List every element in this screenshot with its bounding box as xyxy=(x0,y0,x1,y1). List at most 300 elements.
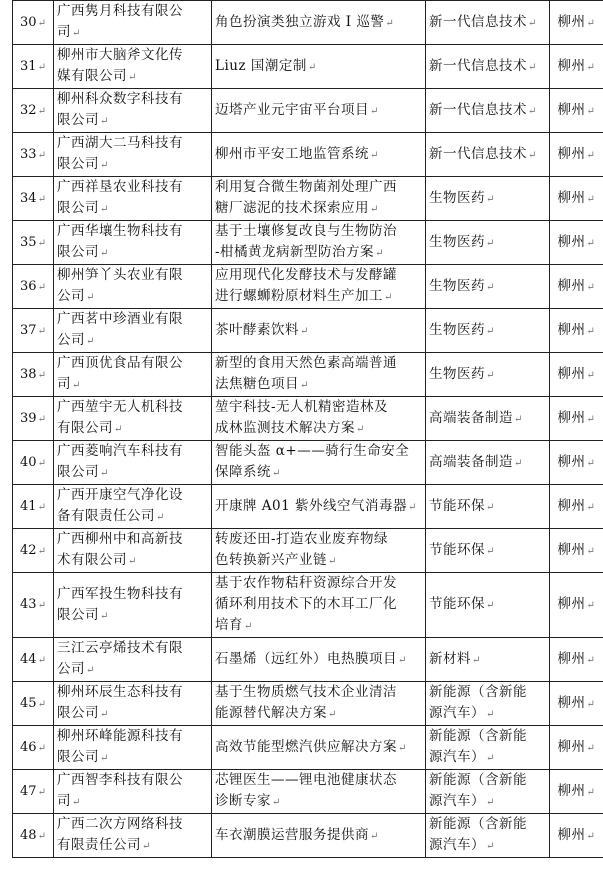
project-name-line: 基于生物质燃气技术企业清洁 xyxy=(215,684,397,700)
company-name-line: 有限公司↵ xyxy=(57,420,123,436)
row-number: 38↵ xyxy=(13,353,54,397)
paragraph-mark: ↵ xyxy=(37,742,46,754)
project-name-line: 成林监测技术解决方案↵ xyxy=(215,420,365,436)
city-name: 柳州↵ xyxy=(550,397,603,441)
paragraph-mark: ↵ xyxy=(72,28,81,39)
project-name-line: 堃宇科技-无人机精密造林及 xyxy=(215,399,389,415)
industry-field-line: 节能环保↵ xyxy=(429,596,495,612)
paragraph-mark: ↵ xyxy=(370,830,379,842)
company-name xyxy=(54,1,212,45)
paragraph-mark: ↵ xyxy=(586,281,596,293)
industry-field-line: 生物医药↵ xyxy=(429,277,495,294)
paragraph-mark: ↵ xyxy=(528,61,537,73)
project-name xyxy=(212,441,426,485)
table-row xyxy=(13,529,603,573)
paragraph-mark: ↵ xyxy=(370,149,379,161)
industry-field xyxy=(426,1,550,45)
industry-field-line: 节能环保↵ xyxy=(429,541,495,558)
industry-field-line: 高端装备制造↵ xyxy=(429,453,523,470)
paragraph-mark: ↵ xyxy=(375,248,384,259)
industry-field xyxy=(426,133,550,177)
paragraph-mark: ↵ xyxy=(356,424,365,435)
paragraph-mark: ↵ xyxy=(37,786,46,798)
paragraph-mark: ↵ xyxy=(398,654,407,666)
company-name-line: 广西智李科技有限公 xyxy=(57,772,183,788)
table-row xyxy=(13,89,603,133)
table-row xyxy=(13,814,603,858)
paragraph-mark: ↵ xyxy=(586,600,596,611)
project-name-line: 高效节能型燃汽供应解决方案↵ xyxy=(215,738,407,755)
company-name-line: 限公司↵ xyxy=(57,200,109,216)
company-name-line: 限公司↵ xyxy=(57,606,109,623)
table-row xyxy=(13,485,603,529)
paragraph-mark: ↵ xyxy=(37,237,46,249)
paragraph-mark: ↵ xyxy=(37,654,46,666)
paragraph-mark: ↵ xyxy=(486,753,495,764)
industry-field-line: 源汽车）↵ xyxy=(429,749,495,765)
project-name-line: Liuz 国潮定制↵ xyxy=(215,57,317,74)
industry-field-line: 源汽车）↵ xyxy=(429,793,495,809)
paragraph-mark: ↵ xyxy=(586,149,596,161)
project-name-line: 迈塔产业元宇宙平台项目↵ xyxy=(215,101,379,118)
paragraph-mark: ↵ xyxy=(142,841,151,852)
project-name-line: 角色扮演类独立游戏 I 巡警↵ xyxy=(215,13,395,30)
company-name-line: 限公司↵ xyxy=(57,112,109,128)
city-name: 柳州↵ xyxy=(550,309,603,353)
company-name xyxy=(54,89,212,133)
industry-field xyxy=(426,573,550,638)
project-name-line: 芯锂医生——锂电池健康状态 xyxy=(215,772,397,788)
project-name xyxy=(212,265,426,309)
company-name-line: 司↵ xyxy=(57,376,81,392)
industry-field-line: 生物医药↵ xyxy=(429,365,495,382)
company-name-line: 广西军投生物科技有 xyxy=(57,585,183,602)
project-name xyxy=(212,485,426,529)
table-row xyxy=(13,682,603,726)
project-name-line: -柑橘黄龙病新型防治方案↵ xyxy=(215,244,384,260)
industry-field xyxy=(426,45,550,89)
company-name xyxy=(54,726,212,770)
table-row xyxy=(13,770,603,814)
project-name xyxy=(212,814,426,858)
paragraph-mark: ↵ xyxy=(328,709,337,720)
project-name xyxy=(212,89,426,133)
company-name-line: 广西堃宇无人机科技 xyxy=(57,399,183,415)
project-name-line: 循环利用技术下的木耳工厂化 xyxy=(215,596,397,612)
paragraph-mark: ↵ xyxy=(586,61,596,73)
paragraph-mark: ↵ xyxy=(100,160,109,171)
industry-field xyxy=(426,814,550,858)
paragraph-mark: ↵ xyxy=(586,193,596,205)
project-name-line: 新型的食用天然色素高端普通 xyxy=(215,355,397,371)
paragraph-mark: ↵ xyxy=(244,621,253,632)
paragraph-mark: ↵ xyxy=(307,61,317,73)
company-name xyxy=(54,309,212,353)
row-number: 40↵ xyxy=(13,441,54,485)
paragraph-mark: ↵ xyxy=(586,654,596,666)
row-number: 42↵ xyxy=(13,529,54,573)
industry-field xyxy=(426,726,550,770)
project-name-line: 基于土壤修复改良与生物防治 xyxy=(215,223,397,239)
city-name: 柳州↵ xyxy=(550,441,603,485)
company-name-line: 有限责任公司↵ xyxy=(57,837,151,853)
company-name-line: 柳州科众数字科技有 xyxy=(57,91,183,107)
paragraph-mark: ↵ xyxy=(586,105,596,117)
project-name-line: 茶叶酵素饮料↵ xyxy=(215,321,309,338)
city-name: 柳州↵ xyxy=(550,814,603,858)
row-number: 33↵ xyxy=(13,133,54,177)
table-row xyxy=(13,397,603,441)
paragraph-mark: ↵ xyxy=(100,709,109,720)
industry-field xyxy=(426,485,550,529)
city-name: 柳州↵ xyxy=(550,573,603,638)
city-name: 柳州↵ xyxy=(550,529,603,573)
project-name xyxy=(212,177,426,221)
industry-field-line: 源汽车）↵ xyxy=(429,837,495,853)
industry-field-line: 新能源（含新能 xyxy=(429,772,527,788)
paragraph-mark: ↵ xyxy=(128,72,137,83)
row-number: 35↵ xyxy=(13,221,54,265)
company-name xyxy=(54,45,212,89)
paragraph-mark: ↵ xyxy=(586,698,596,710)
project-name xyxy=(212,221,426,265)
paragraph-mark: ↵ xyxy=(514,457,523,469)
city-name: 柳州↵ xyxy=(550,265,603,309)
paragraph-mark: ↵ xyxy=(486,369,495,381)
company-name-line: 广西湖大二马科技有 xyxy=(57,135,183,151)
project-name xyxy=(212,397,426,441)
row-number: 32↵ xyxy=(13,89,54,133)
row-number: 39↵ xyxy=(13,397,54,441)
industry-field xyxy=(426,309,550,353)
company-name-line: 媒有限公司↵ xyxy=(57,68,137,84)
paragraph-mark: ↵ xyxy=(586,501,596,513)
paragraph-mark: ↵ xyxy=(156,512,165,523)
company-name-line: 限公司↵ xyxy=(57,705,109,721)
company-name-line: 三江云亭烯技术有限 xyxy=(57,640,183,656)
industry-field xyxy=(426,265,550,309)
industry-field-line: 生物医药↵ xyxy=(429,233,495,250)
table-row xyxy=(13,177,603,221)
paragraph-mark: ↵ xyxy=(486,501,495,513)
industry-field xyxy=(426,353,550,397)
industry-field-line: 新一代信息技术↵ xyxy=(429,57,537,74)
paragraph-mark: ↵ xyxy=(486,600,495,611)
paragraph-mark: ↵ xyxy=(586,325,596,337)
paragraph-mark: ↵ xyxy=(37,698,46,710)
company-name-line: 公司↵ xyxy=(57,661,95,677)
city-name: 柳州↵ xyxy=(550,682,603,726)
paragraph-mark: ↵ xyxy=(385,17,395,29)
project-name-line: 石墨烯（远红外）电热膜项目↵ xyxy=(215,650,407,667)
company-name-line: 司↵ xyxy=(57,24,81,40)
paragraph-mark: ↵ xyxy=(128,556,137,567)
company-name xyxy=(54,221,212,265)
paragraph-mark: ↵ xyxy=(486,545,495,557)
company-name-line: 广西祥垦农业科技有 xyxy=(57,179,183,195)
paragraph-mark: ↵ xyxy=(37,600,46,611)
paragraph-mark: ↵ xyxy=(586,237,596,249)
paragraph-mark: ↵ xyxy=(37,413,46,425)
city-name: 柳州↵ xyxy=(550,133,603,177)
paragraph-mark: ↵ xyxy=(586,786,596,798)
paragraph-mark: ↵ xyxy=(370,105,379,117)
paragraph-mark: ↵ xyxy=(37,545,46,557)
paragraph-mark: ↵ xyxy=(100,116,109,127)
paragraph-mark: ↵ xyxy=(37,830,46,842)
company-name-line: 广西茗中珍酒业有限 xyxy=(57,311,183,327)
row-number: 36↵ xyxy=(13,265,54,309)
table-row xyxy=(13,353,603,397)
paragraph-mark: ↵ xyxy=(300,325,309,337)
table-row xyxy=(13,638,603,682)
company-name xyxy=(54,573,212,638)
paragraph-mark: ↵ xyxy=(100,753,109,764)
company-name xyxy=(54,814,212,858)
paragraph-mark: ↵ xyxy=(486,281,495,293)
paragraph-mark: ↵ xyxy=(114,424,123,435)
project-name xyxy=(212,529,426,573)
paragraph-mark: ↵ xyxy=(486,797,495,808)
paragraph-mark: ↵ xyxy=(37,281,46,293)
row-number: 37↵ xyxy=(13,309,54,353)
company-name-line: 限公司↵ xyxy=(57,464,109,480)
paragraph-mark: ↵ xyxy=(398,742,407,754)
company-name-line: 柳州环峰能源科技有 xyxy=(57,728,183,744)
paragraph-mark: ↵ xyxy=(528,105,537,117)
industry-field xyxy=(426,682,550,726)
project-name-line: 应用现代化发酵技术与发酵罐 xyxy=(215,267,397,283)
paragraph-mark: ↵ xyxy=(100,204,109,215)
paragraph-mark: ↵ xyxy=(486,841,495,852)
company-name-line: 广西开康空气净化设 xyxy=(57,487,183,503)
company-name-line: 柳州笋丫头农业有限 xyxy=(57,267,183,283)
paragraph-mark: ↵ xyxy=(37,501,46,513)
company-name xyxy=(54,770,212,814)
company-name-line: 广西顶优食品有限公 xyxy=(57,355,183,371)
paragraph-mark: ↵ xyxy=(586,17,596,29)
company-name-line: 公司↵ xyxy=(57,332,95,348)
project-name-line: 色转换新兴产业链↵ xyxy=(215,552,337,568)
paragraph-mark: ↵ xyxy=(300,380,309,391)
industry-field-line: 源汽车）↵ xyxy=(429,705,495,721)
project-name-line: 能源替代解决方案↵ xyxy=(215,705,337,721)
paragraph-mark: ↵ xyxy=(100,248,109,259)
paragraph-mark: ↵ xyxy=(37,105,46,117)
project-name-line: 进行螺蛳粉原材料生产加工↵ xyxy=(215,288,393,304)
project-name-line: 转废还田-打造农业废弃物绿 xyxy=(215,531,389,547)
project-name-line: 糖厂滤泥的技术探索应用↵ xyxy=(215,200,379,216)
paragraph-mark: ↵ xyxy=(37,325,46,337)
company-name xyxy=(54,529,212,573)
row-number: 45↵ xyxy=(13,682,54,726)
company-name xyxy=(54,265,212,309)
industry-field-line: 节能环保↵ xyxy=(429,497,495,514)
industry-field xyxy=(426,397,550,441)
paragraph-mark: ↵ xyxy=(486,325,495,337)
project-name xyxy=(212,309,426,353)
paragraph-mark: ↵ xyxy=(37,17,46,29)
company-name-line: 司↵ xyxy=(57,793,81,809)
row-number: 44↵ xyxy=(13,638,54,682)
table-row xyxy=(13,726,603,770)
company-name xyxy=(54,638,212,682)
paragraph-mark: ↵ xyxy=(72,380,81,391)
paragraph-mark: ↵ xyxy=(586,457,596,469)
paragraph-mark: ↵ xyxy=(384,292,393,303)
project-name-line: 基于农作物秸秆资源综合开发 xyxy=(215,575,397,591)
paragraph-mark: ↵ xyxy=(86,336,95,347)
company-name-line: 柳州市大脑斧文化传 xyxy=(57,47,183,63)
city-name: 柳州↵ xyxy=(550,177,603,221)
project-name xyxy=(212,573,426,638)
row-number: 34↵ xyxy=(13,177,54,221)
company-name xyxy=(54,441,212,485)
project-name xyxy=(212,1,426,45)
row-number: 46↵ xyxy=(13,726,54,770)
paragraph-mark: ↵ xyxy=(486,709,495,720)
paragraph-mark: ↵ xyxy=(586,545,596,557)
paragraph-mark: ↵ xyxy=(408,501,417,513)
paragraph-mark: ↵ xyxy=(486,193,495,205)
table-wrapper xyxy=(12,0,603,877)
project-name-line: 培育↵ xyxy=(215,617,253,633)
company-name-line: 公司↵ xyxy=(57,288,95,304)
company-name xyxy=(54,682,212,726)
company-name-line: 限公司↵ xyxy=(57,156,109,172)
paragraph-mark: ↵ xyxy=(86,292,95,303)
paragraph-mark: ↵ xyxy=(72,797,81,808)
paragraph-mark: ↵ xyxy=(586,369,596,381)
industry-field-line: 新能源（含新能 xyxy=(429,728,527,744)
project-name xyxy=(212,682,426,726)
row-number: 48↵ xyxy=(13,814,54,858)
paragraph-mark: ↵ xyxy=(528,149,537,161)
table-row xyxy=(13,133,603,177)
industry-field xyxy=(426,529,550,573)
industry-field xyxy=(426,89,550,133)
table-body xyxy=(13,1,603,858)
city-name: 柳州↵ xyxy=(550,770,603,814)
company-name xyxy=(54,397,212,441)
industry-field-line: 生物医药↵ xyxy=(429,321,495,338)
company-name-line: 广西菱响汽车科技有 xyxy=(57,443,183,459)
paragraph-mark: ↵ xyxy=(328,556,337,567)
industry-field-line: 新一代信息技术↵ xyxy=(429,13,537,30)
project-name-line: 智能头盔 α+——骑行生命安全 xyxy=(215,443,410,459)
row-number: 43↵ xyxy=(13,573,54,638)
row-number: 30↵ xyxy=(13,1,54,45)
industry-field-line: 新能源（含新能 xyxy=(429,684,527,700)
industry-field xyxy=(426,638,550,682)
project-name-line: 利用复合微生物菌剂处理广西 xyxy=(215,179,397,195)
company-name-line: 限公司↵ xyxy=(57,244,109,260)
paragraph-mark: ↵ xyxy=(586,413,596,425)
paragraph-mark: ↵ xyxy=(272,797,281,808)
city-name: 柳州↵ xyxy=(550,89,603,133)
project-name-line: 开康牌 A01 紫外线空气消毒器↵ xyxy=(215,497,417,514)
company-name xyxy=(54,177,212,221)
table-row xyxy=(13,309,603,353)
row-number: 31↵ xyxy=(13,45,54,89)
industry-field-line: 新一代信息技术↵ xyxy=(429,145,537,162)
city-name: 柳州↵ xyxy=(550,221,603,265)
paragraph-mark: ↵ xyxy=(370,204,379,215)
paragraph-mark: ↵ xyxy=(586,742,596,754)
industry-field-line: 新材料↵ xyxy=(429,650,481,667)
table-row xyxy=(13,1,603,45)
project-name-line: 诊断专家↵ xyxy=(215,793,281,809)
industry-field xyxy=(426,770,550,814)
industry-field-line: 新能源（含新能 xyxy=(429,816,527,832)
company-name xyxy=(54,485,212,529)
paragraph-mark: ↵ xyxy=(37,149,46,161)
city-name: 柳州↵ xyxy=(550,45,603,89)
project-name xyxy=(212,726,426,770)
industry-field-line: 生物医药↵ xyxy=(429,189,495,206)
paragraph-mark: ↵ xyxy=(37,193,46,205)
row-number: 47↵ xyxy=(13,770,54,814)
project-name-line: 法焦糖色项目↵ xyxy=(215,376,309,392)
project-name-line: 柳州市平安工地监管系统↵ xyxy=(215,145,379,162)
paragraph-mark: ↵ xyxy=(37,369,46,381)
company-name xyxy=(54,353,212,397)
project-name xyxy=(212,353,426,397)
company-name-line: 广西隽月科技有限公 xyxy=(57,3,183,19)
paragraph-mark: ↵ xyxy=(37,61,46,73)
company-name xyxy=(54,133,212,177)
project-table xyxy=(12,0,603,858)
project-name-line: 车衣潮膜运营服务提供商↵ xyxy=(215,826,379,843)
city-name: 柳州↵ xyxy=(550,485,603,529)
paragraph-mark: ↵ xyxy=(486,237,495,249)
company-name-line: 柳州环辰生态科技有 xyxy=(57,684,183,700)
row-number: 41↵ xyxy=(13,485,54,529)
table-row xyxy=(13,441,603,485)
table-row xyxy=(13,265,603,309)
company-name-line: 广西柳州中和高新技 xyxy=(57,531,183,547)
paragraph-mark: ↵ xyxy=(100,468,109,479)
industry-field-line: 高端装备制造↵ xyxy=(429,409,523,426)
industry-field xyxy=(426,177,550,221)
project-name xyxy=(212,45,426,89)
project-name xyxy=(212,638,426,682)
company-name-line: 广西二次方网络科技 xyxy=(57,816,183,832)
table-row xyxy=(13,573,603,638)
paragraph-mark: ↵ xyxy=(86,665,95,676)
city-name: 柳州↵ xyxy=(550,638,603,682)
project-name xyxy=(212,133,426,177)
paragraph-mark: ↵ xyxy=(100,610,109,622)
paragraph-mark: ↵ xyxy=(272,468,281,479)
industry-field-line: 新一代信息技术↵ xyxy=(429,101,537,118)
project-name-line: 保障系统↵ xyxy=(215,464,281,480)
paragraph-mark: ↵ xyxy=(586,830,596,842)
project-name xyxy=(212,770,426,814)
city-name: 柳州↵ xyxy=(550,726,603,770)
company-name-line: 备有限责任公司↵ xyxy=(57,508,165,524)
city-name: 柳州↵ xyxy=(550,1,603,45)
paragraph-mark: ↵ xyxy=(472,654,481,666)
paragraph-mark: ↵ xyxy=(528,17,537,29)
paragraph-mark: ↵ xyxy=(37,457,46,469)
paragraph-mark: ↵ xyxy=(514,413,523,425)
industry-field xyxy=(426,221,550,265)
company-name-line: 限公司↵ xyxy=(57,749,109,765)
table-row xyxy=(13,221,603,265)
table-row xyxy=(13,45,603,89)
company-name-line: 术有限公司↵ xyxy=(57,552,137,568)
